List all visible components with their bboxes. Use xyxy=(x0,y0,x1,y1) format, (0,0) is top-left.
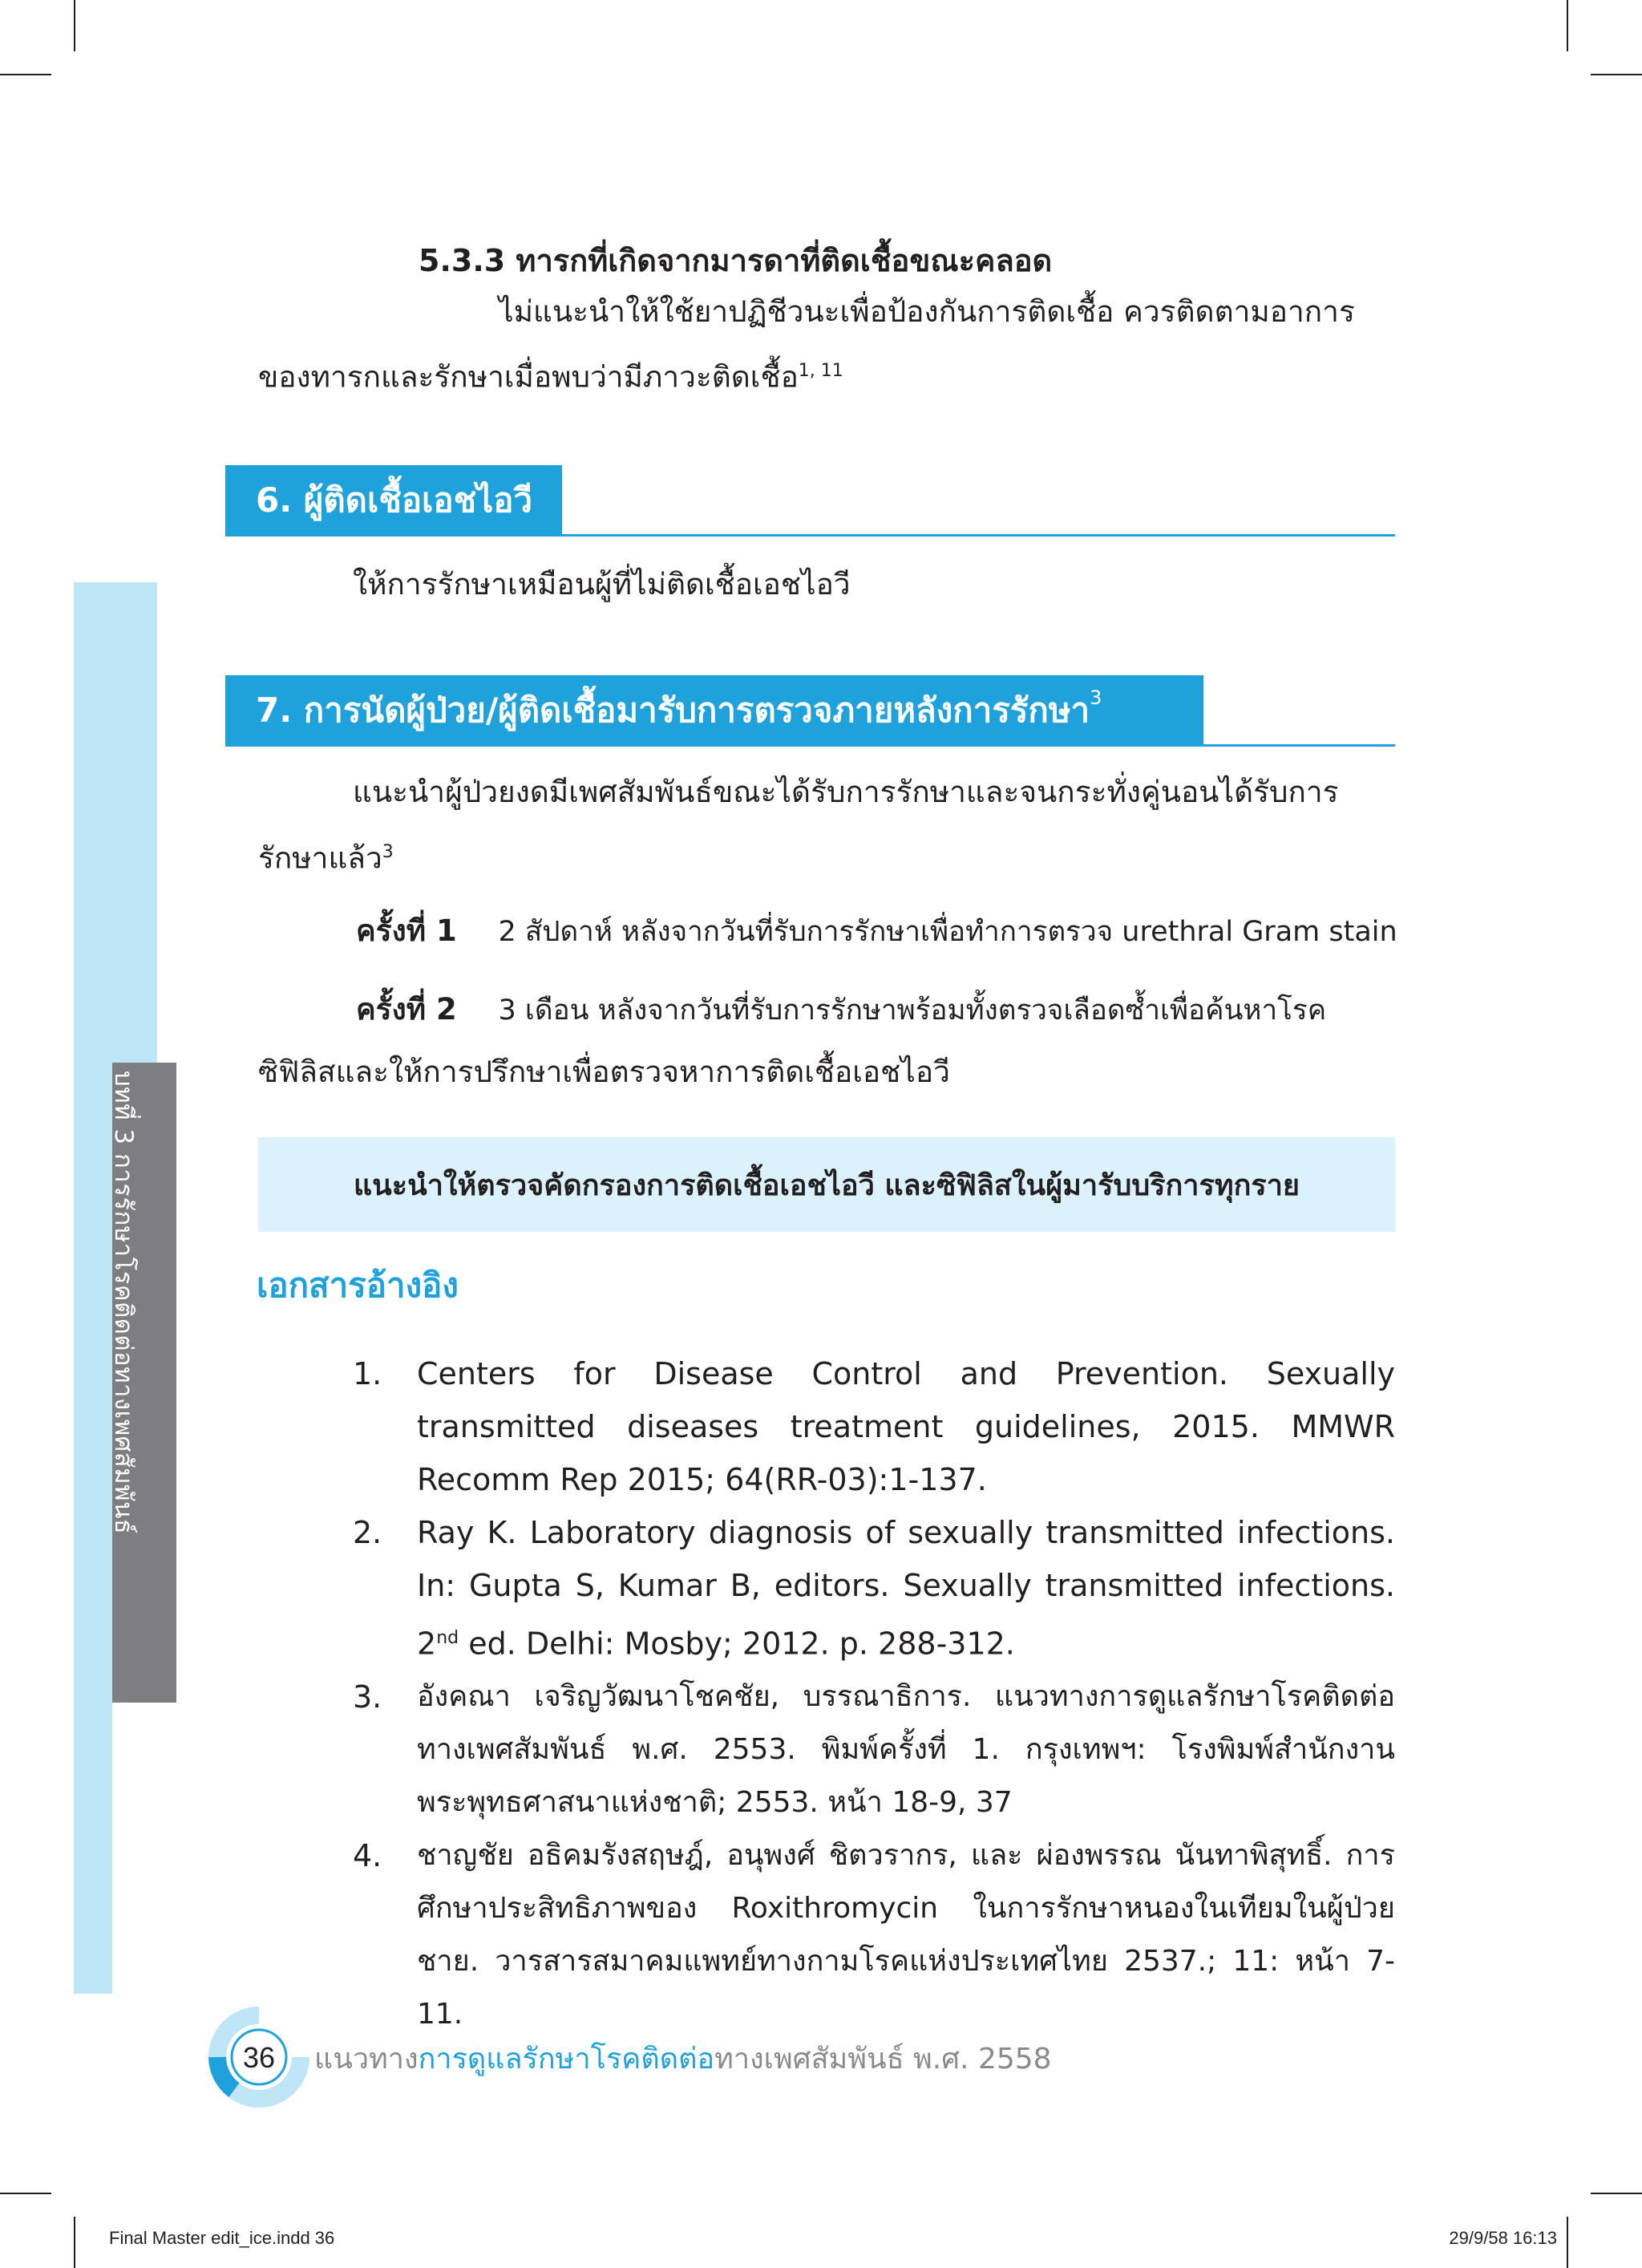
section-rule xyxy=(225,744,1395,747)
section-rule xyxy=(225,534,1395,537)
paragraph-line: ไม่แนะนำให้ใช้ยาปฏิชีวนะเพื่อป้องกันการติดเชื้อ ควรติดตามอาการ xyxy=(499,294,1355,329)
crop-mark xyxy=(1591,74,1642,75)
paragraph-line xyxy=(258,345,843,403)
crop-mark xyxy=(74,0,75,51)
section-heading-7 xyxy=(225,675,1203,746)
side-tab-block xyxy=(112,974,157,1063)
citation-superscript: 3 xyxy=(1090,686,1102,709)
crop-mark xyxy=(0,74,51,75)
crop-mark xyxy=(0,2193,51,2194)
footer-part: แนวทาง xyxy=(314,2043,419,2076)
visit-label: ครั้งที่ 2 xyxy=(356,992,457,1027)
section-title: 6. ผู้ติดเชื้อเอชไอวี xyxy=(256,480,533,520)
visit-2 xyxy=(356,983,1326,1037)
paragraph-line: ซิฟิลิสและให้การปรึกษาเพื่อตรวจหาการติดเชื้อเอชไอวี xyxy=(258,1055,950,1089)
print-slug-left: Final Master edit_ice.indd 36 xyxy=(109,2228,335,2248)
section-title: 7. การนัดผู้ป่วย/ผู้ติดเชื้อมารับการตรวจภายหลังการรักษา xyxy=(256,691,1090,730)
paragraph-line: แนะนำผู้ป่วยงดมีเพศสัมพันธ์ขณะได้รับการรักษาและจนกระทั่งคู่นอนได้รับการ xyxy=(353,775,1339,809)
running-footer xyxy=(314,2035,1052,2081)
visit-1 xyxy=(356,905,1397,958)
visit-text: 3 เดือน หลังจากวันที่รับการรักษาพร้อมทั้งตรวจเลือดซ้ำเพื่อค้นหาโรค xyxy=(498,994,1327,1027)
section-heading-6 xyxy=(225,465,562,536)
references-list xyxy=(353,1347,1395,2041)
crop-mark xyxy=(1591,2193,1642,2194)
page-number: 36 xyxy=(242,2041,276,2074)
reference-text: ed. Delhi: Mosby; 2012. p. 288-312. xyxy=(459,1626,1015,1662)
reference-number: 2. xyxy=(353,1515,382,1550)
reference-item xyxy=(353,1829,1395,2041)
reference-superscript: nd xyxy=(436,1628,459,1648)
side-tab-block xyxy=(74,582,157,977)
paragraph-text: รักษาแล้ว xyxy=(258,840,382,876)
reference-text: Centers for Disease Control and Prevention. Sexually transmitted diseases treatment guidelines, 2015. MMWR Recomm Rep 2015; 64(RR-03):1-137. xyxy=(417,1356,1395,1497)
crop-mark xyxy=(1567,2217,1568,2268)
reference-item xyxy=(353,1506,1395,1671)
page-number-badge xyxy=(207,2005,311,2109)
chapter-tab-label: บทที่ 3 การรักษาโรคติดต่อทางเพศสัมพันธ์ xyxy=(109,1071,138,1535)
paragraph-text: ของทารกและรักษาเมื่อพบว่ามีภาวะติดเชื้อ xyxy=(258,359,799,395)
crop-mark xyxy=(74,2217,75,2268)
visit-label: ครั้งที่ 1 xyxy=(356,913,457,948)
reference-number: 1. xyxy=(353,1356,382,1391)
crop-mark xyxy=(1567,0,1568,51)
print-slug-right: 29/9/58 16:13 xyxy=(1449,2228,1557,2248)
reference-item xyxy=(353,1347,1395,1506)
reference-text: Ray K. Laboratory diagnosis of sexually transmitted infections. In: Gupta S, Kumar B, editors. Sexually transmitted infections. 2 xyxy=(417,1515,1395,1662)
footer-part-highlight: การดูแลรักษาโรคติดต่อ xyxy=(418,2043,715,2076)
paragraph-line: ให้การรักษาเหมือนผู้ที่ไม่ติดเชื้อเอชไอวี xyxy=(353,567,851,601)
paragraph-line xyxy=(258,826,394,885)
reference-number: 3. xyxy=(353,1679,382,1715)
callout-box xyxy=(258,1137,1395,1232)
citation-superscript: 3 xyxy=(382,842,394,862)
footer-part: ทางเพศสัมพันธ์ พ.ศ. 2558 xyxy=(714,2043,1052,2076)
subsection-heading: 5.3.3 ทารกที่เกิดจากมารดาที่ติดเชื้อขณะคลอด xyxy=(419,243,1053,278)
reference-number: 4. xyxy=(353,1837,382,1873)
reference-text: ชาญชัย อธิคมรังสฤษฎ์, อนุพงศ์ ชิตวรากร, และ ผ่องพรรณ นันทาพิสุทธิ์. การศึกษาประสิทธิภาพของ Roxithromycin ในการรักษาหนองในเทียมในผู้ป่วยชาย. วารสารสมาคมแพทย์ทางกามโรคแห่งประเทศไทย 2537.; 11: หน้า 7-11. xyxy=(417,1838,1395,2031)
visit-text: 2 สัปดาห์ หลังจากวันที่รับการรักษาเพื่อทำการตรวจ urethral Gram stain xyxy=(498,916,1397,948)
citation-superscript: 1, 11 xyxy=(798,361,843,381)
references-heading: เอกสารอ้างอิง xyxy=(257,1266,459,1305)
callout-text: แนะนำให้ตรวจคัดกรองการติดเชื้อเอชไอวี และซิฟิลิสในผู้มารับบริการทุกราย xyxy=(353,1168,1300,1202)
reference-item xyxy=(353,1671,1395,1829)
reference-text: อังคณา เจริญวัฒนาโชคชัย, บรรณาธิการ. แนวทางการดูแลรักษาโรคติดต่อทางเพศสัมพันธ์ พ.ศ. 2553. พิมพ์ครั้งที่ 1. กรุงเทพฯ: โรงพิมพ์สำนักงานพระพุทธศาสนาแห่งชาติ; 2553. หน้า 18-9, 37 xyxy=(417,1679,1395,1819)
